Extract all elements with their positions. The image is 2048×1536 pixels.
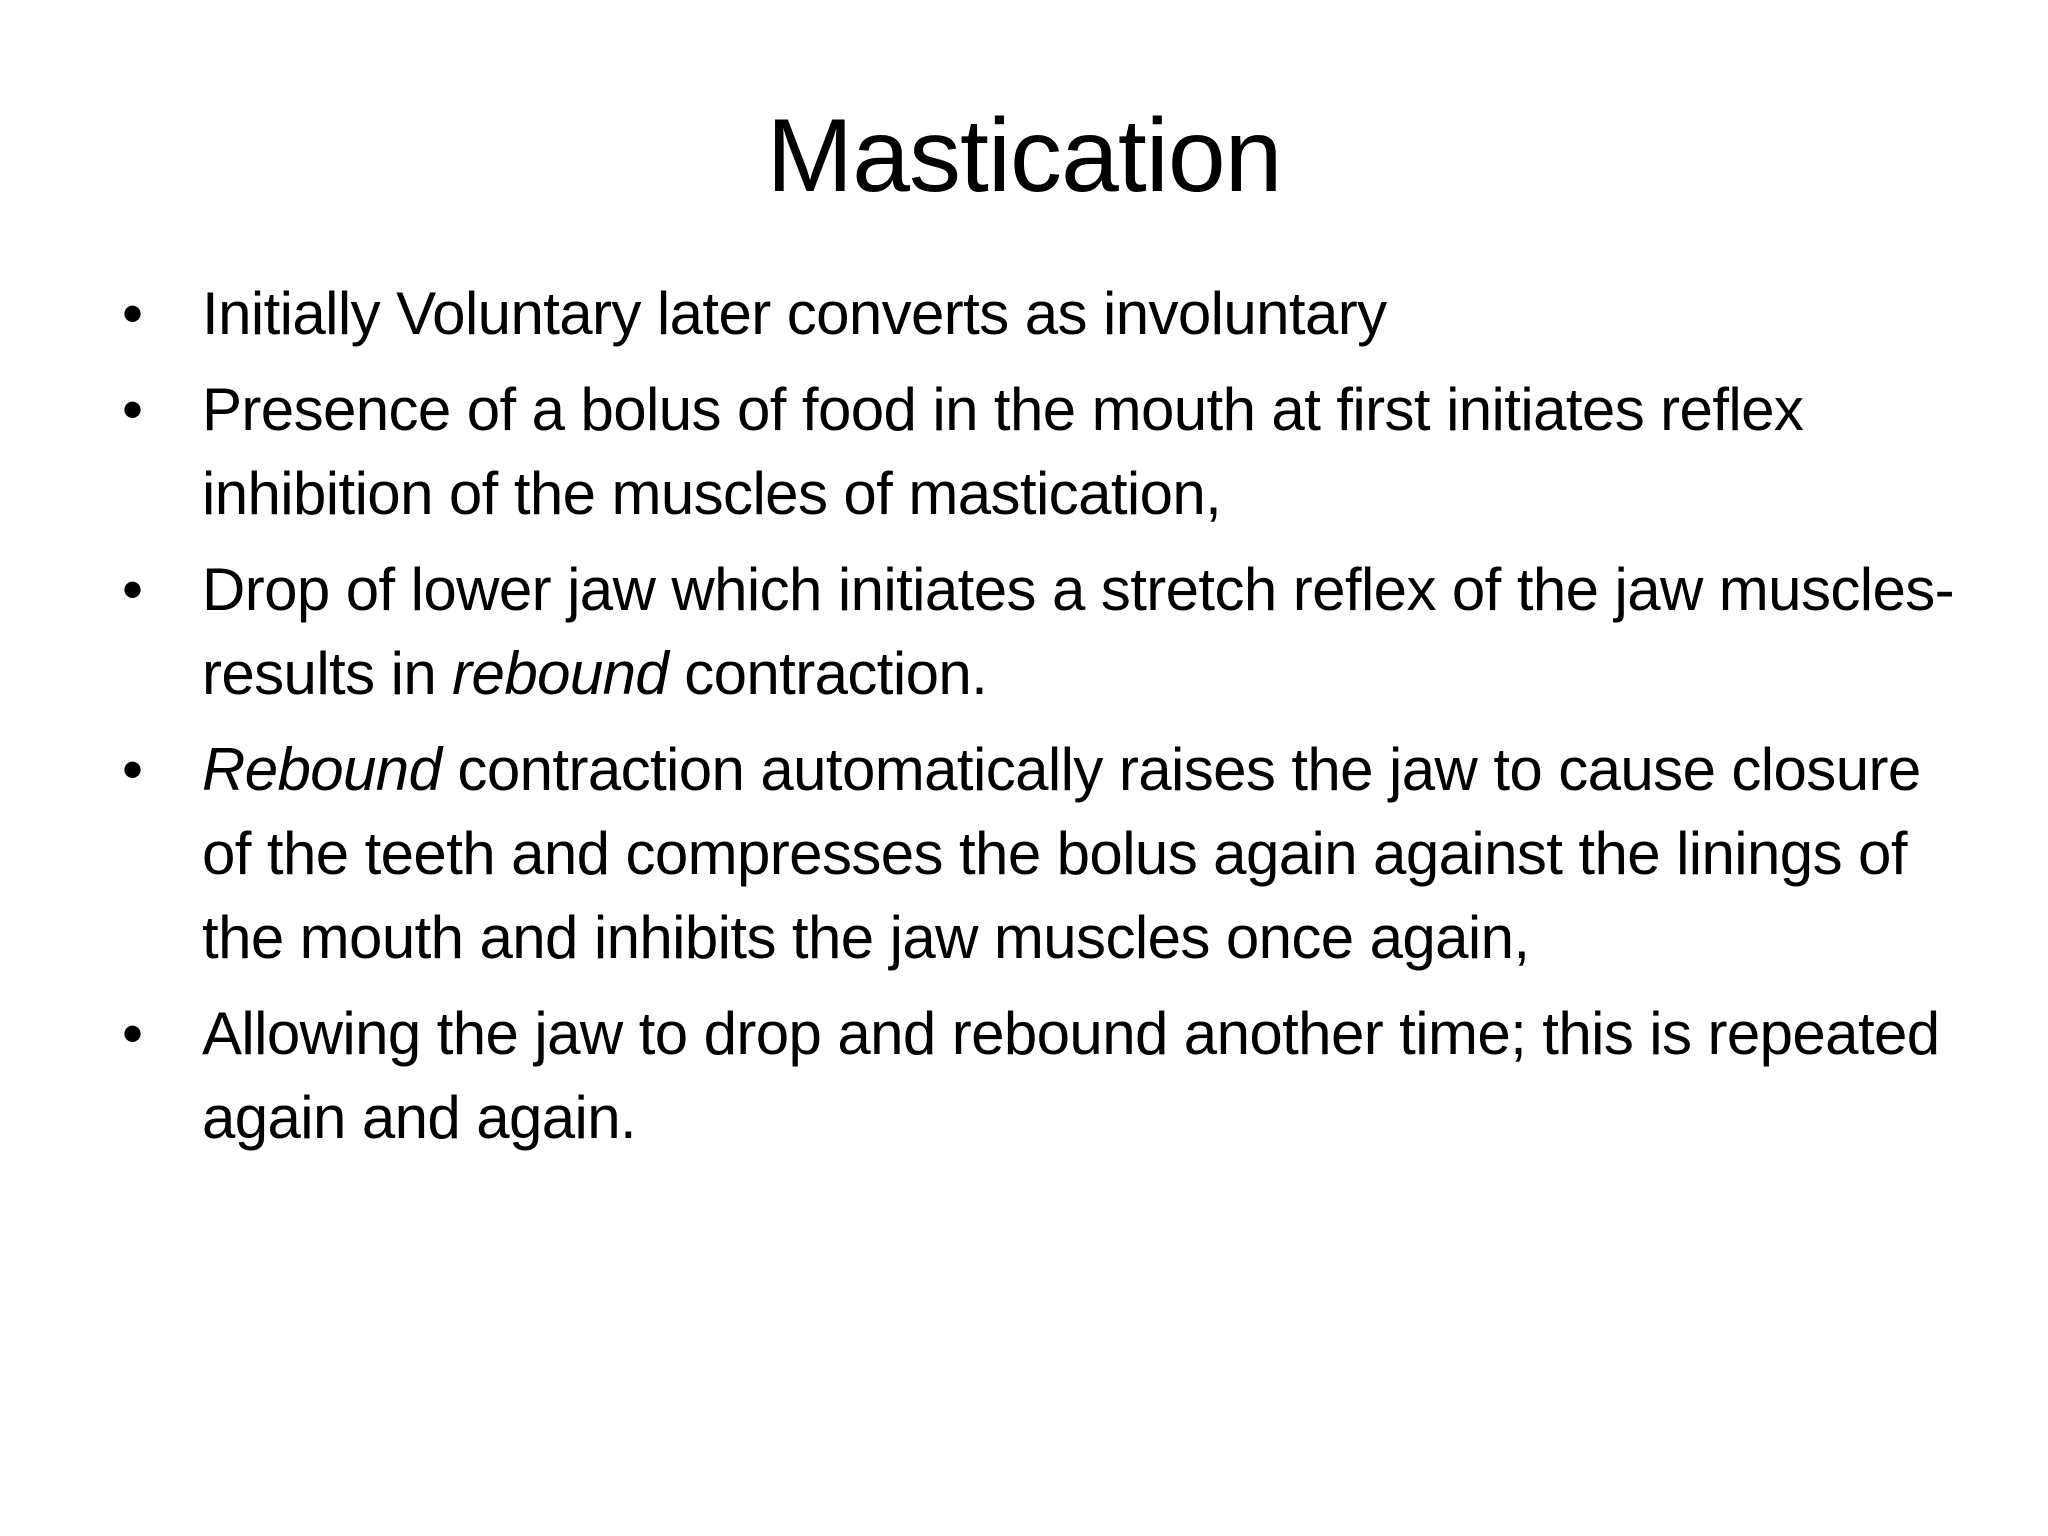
bullet-line: Presence of a bolus of food in the mouth at first initiates reflex — [202, 376, 1804, 443]
bullet-icon: • — [122, 556, 143, 623]
bullet-item-3 — [120, 548, 1955, 716]
bullet-line: again and again. — [202, 1084, 637, 1151]
text-segment: contraction automatically raises the jaw to cause closure — [441, 736, 1921, 803]
bullet-line: of the teeth and compresses the bolus again against the linings of — [202, 820, 1907, 887]
bullet-item-1 — [120, 272, 1940, 356]
slide-title: Mastication — [766, 98, 1282, 214]
text-segment: results in — [202, 640, 453, 707]
bullet-line: Drop of lower jaw which initiates a stretch reflex of the jaw muscles- — [202, 556, 1955, 623]
bullet-item-5 — [120, 992, 1940, 1160]
bullet-line: the mouth and inhibits the jaw muscles once again, — [202, 904, 1530, 971]
emphasis-text: rebound — [452, 640, 669, 707]
bullet-line — [202, 632, 1940, 716]
bullet-line: Initially Voluntary later converts as involuntary — [202, 280, 1387, 347]
bullet-item-4 — [120, 728, 1940, 980]
emphasis-text: Rebound — [202, 736, 442, 803]
bullet-icon: • — [122, 280, 143, 347]
bullet-line — [202, 728, 1940, 812]
bullet-icon: • — [122, 1000, 143, 1067]
bullet-line: Allowing the jaw to drop and rebound another time; this is repeated — [202, 1000, 1940, 1067]
text-segment: contraction. — [668, 640, 988, 707]
bullet-list — [120, 272, 1955, 1172]
bullet-icon: • — [122, 736, 143, 803]
bullet-item-2 — [120, 368, 1940, 536]
bullet-icon: • — [122, 376, 143, 443]
bullet-line: inhibition of the muscles of mastication, — [202, 460, 1222, 527]
